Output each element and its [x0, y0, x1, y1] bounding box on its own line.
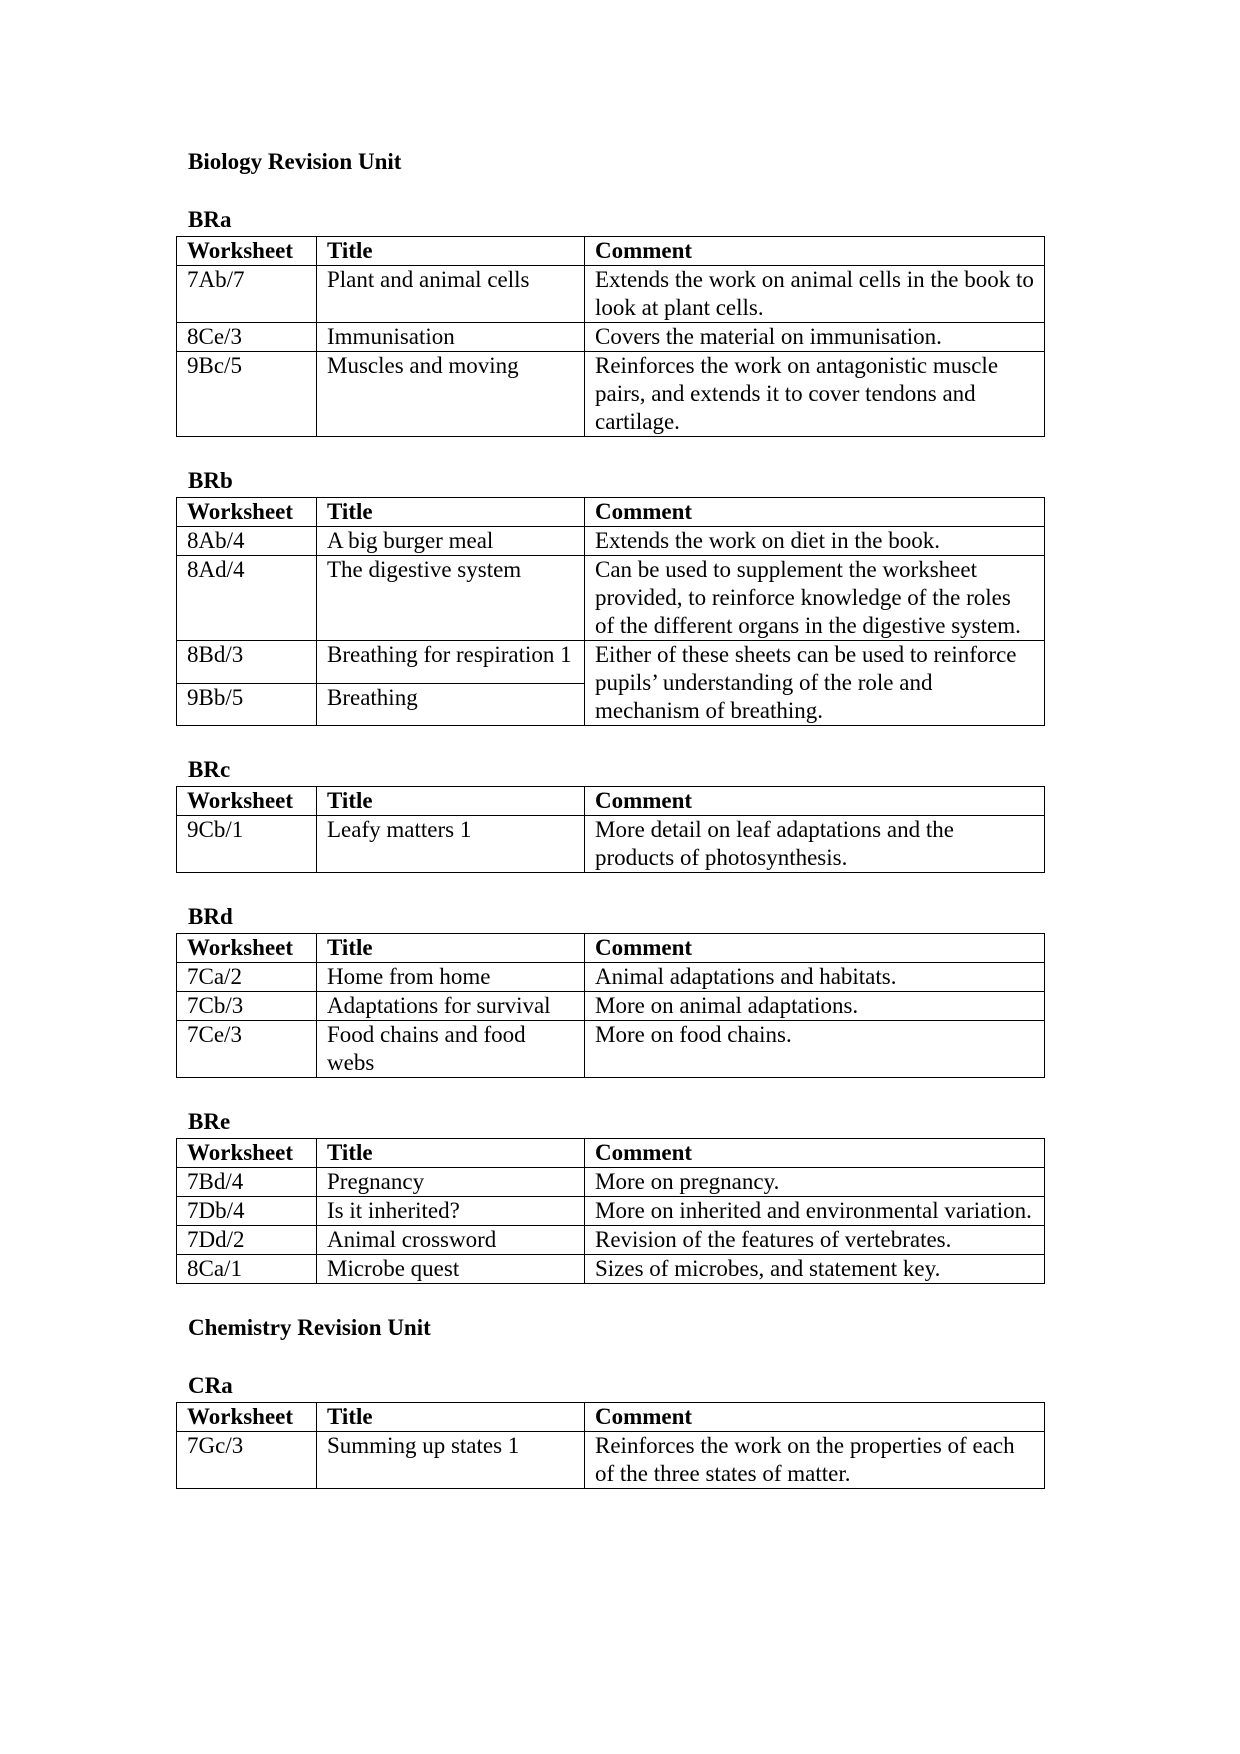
comment-cell: Extends the work on animal cells in the book to look at plant cells. [585, 266, 1045, 323]
header-worksheet: Worksheet [177, 934, 317, 963]
title-cell: Leafy matters 1 [317, 816, 585, 873]
comment-cell: Extends the work on diet in the book. [585, 527, 1045, 556]
comment-cell: More on animal adaptations. [585, 992, 1045, 1021]
document-page [176, 148, 1046, 1489]
title-cell: Immunisation [317, 323, 585, 352]
worksheet-table [176, 1138, 1045, 1284]
worksheet-table [176, 236, 1045, 437]
table-row [177, 1432, 1045, 1489]
table-row [177, 641, 1045, 684]
comment-cell: Either of these sheets can be used to reinforce pupils’ understanding of the role and mechanism of breathing. [585, 641, 1045, 726]
title-cell: Is it inherited? [317, 1197, 585, 1226]
title-cell: Breathing for respiration 1 [317, 641, 585, 684]
comment-cell: Reinforces the work on antagonistic muscle pairs, and extends it to cover tendons and cartilage. [585, 352, 1045, 437]
section-spacer [176, 873, 1046, 903]
section-spacer [176, 1078, 1046, 1108]
worksheet-cell: 9Cb/1 [177, 816, 317, 873]
comment-cell: More on inherited and environmental variation. [585, 1197, 1045, 1226]
header-worksheet: Worksheet [177, 498, 317, 527]
comment-cell: Sizes of microbes, and statement key. [585, 1255, 1045, 1284]
worksheet-cell: 7Ca/2 [177, 963, 317, 992]
section-code: BRe [188, 1109, 231, 1134]
table-header-row [177, 934, 1045, 963]
unit-spacer [176, 1284, 1046, 1314]
table-row [177, 352, 1045, 437]
section-code: BRa [188, 207, 232, 232]
worksheet-cell: 7Dd/2 [177, 1226, 317, 1255]
header-comment: Comment [585, 1403, 1045, 1432]
title-cell: Home from home [317, 963, 585, 992]
section-spacer [176, 726, 1046, 756]
title-cell: Food chains and food webs [317, 1021, 585, 1078]
table-header-row [177, 237, 1045, 266]
title-cell: Pregnancy [317, 1168, 585, 1197]
table-row [177, 1197, 1045, 1226]
table-header-row [177, 498, 1045, 527]
table-row [177, 963, 1045, 992]
section-spacer [176, 1342, 1046, 1372]
title-cell: Animal crossword [317, 1226, 585, 1255]
table-header-row [177, 1403, 1045, 1432]
header-title: Title [317, 1403, 585, 1432]
title-cell: Adaptations for survival [317, 992, 585, 1021]
table-row [177, 816, 1045, 873]
worksheet-cell: 7Db/4 [177, 1197, 317, 1226]
table-row [177, 1021, 1045, 1078]
section-spacer [176, 437, 1046, 467]
table-row [177, 527, 1045, 556]
section-code: BRb [188, 468, 233, 493]
worksheet-table [176, 786, 1045, 873]
worksheet-cell: 8Ab/4 [177, 527, 317, 556]
header-comment: Comment [585, 934, 1045, 963]
title-cell: Breathing [317, 683, 585, 726]
worksheet-cell: 7Ab/7 [177, 266, 317, 323]
section-spacer [176, 176, 1046, 206]
worksheet-cell: 8Ad/4 [177, 556, 317, 641]
title-cell: Microbe quest [317, 1255, 585, 1284]
header-comment: Comment [585, 1139, 1045, 1168]
worksheet-table [176, 933, 1045, 1078]
comment-cell: Can be used to supplement the worksheet provided, to reinforce knowledge of the roles of the different organs in the digestive system. [585, 556, 1045, 641]
table-header-row [177, 1139, 1045, 1168]
table-row [177, 266, 1045, 323]
comment-cell: More detail on leaf adaptations and the products of photosynthesis. [585, 816, 1045, 873]
unit-title: Chemistry Revision Unit [188, 1315, 431, 1340]
header-worksheet: Worksheet [177, 1403, 317, 1432]
worksheet-table [176, 497, 1045, 726]
worksheet-cell: 8Bd/3 [177, 641, 317, 684]
header-worksheet: Worksheet [177, 787, 317, 816]
header-comment: Comment [585, 237, 1045, 266]
section-code: BRd [188, 904, 233, 929]
comment-cell: More on pregnancy. [585, 1168, 1045, 1197]
title-cell: Plant and animal cells [317, 266, 585, 323]
title-cell: The digestive system [317, 556, 585, 641]
worksheet-cell: 8Ce/3 [177, 323, 317, 352]
worksheet-cell: 8Ca/1 [177, 1255, 317, 1284]
comment-cell: Revision of the features of vertebrates. [585, 1226, 1045, 1255]
table-row [177, 323, 1045, 352]
worksheet-cell: 9Bb/5 [177, 683, 317, 726]
section-code: BRc [188, 757, 231, 782]
title-cell: A big burger meal [317, 527, 585, 556]
table-row [177, 1168, 1045, 1197]
table-row [177, 1255, 1045, 1284]
header-comment: Comment [585, 787, 1045, 816]
table-row [177, 1226, 1045, 1255]
header-worksheet: Worksheet [177, 1139, 317, 1168]
header-title: Title [317, 1139, 585, 1168]
comment-cell: Reinforces the work on the properties of each of the three states of matter. [585, 1432, 1045, 1489]
header-comment: Comment [585, 498, 1045, 527]
header-title: Title [317, 498, 585, 527]
section-code: CRa [188, 1373, 233, 1398]
title-cell: Summing up states 1 [317, 1432, 585, 1489]
comment-cell: Animal adaptations and habitats. [585, 963, 1045, 992]
unit-title: Biology Revision Unit [188, 149, 402, 174]
header-title: Title [317, 934, 585, 963]
table-row [177, 992, 1045, 1021]
header-worksheet: Worksheet [177, 237, 317, 266]
worksheet-cell: 7Ce/3 [177, 1021, 317, 1078]
comment-cell: More on food chains. [585, 1021, 1045, 1078]
worksheet-cell: 7Bd/4 [177, 1168, 317, 1197]
table-row [177, 556, 1045, 641]
title-cell: Muscles and moving [317, 352, 585, 437]
worksheet-table [176, 1402, 1045, 1489]
worksheet-cell: 7Gc/3 [177, 1432, 317, 1489]
header-title: Title [317, 787, 585, 816]
table-header-row [177, 787, 1045, 816]
comment-cell: Covers the material on immunisation. [585, 323, 1045, 352]
worksheet-cell: 9Bc/5 [177, 352, 317, 437]
worksheet-cell: 7Cb/3 [177, 992, 317, 1021]
header-title: Title [317, 237, 585, 266]
